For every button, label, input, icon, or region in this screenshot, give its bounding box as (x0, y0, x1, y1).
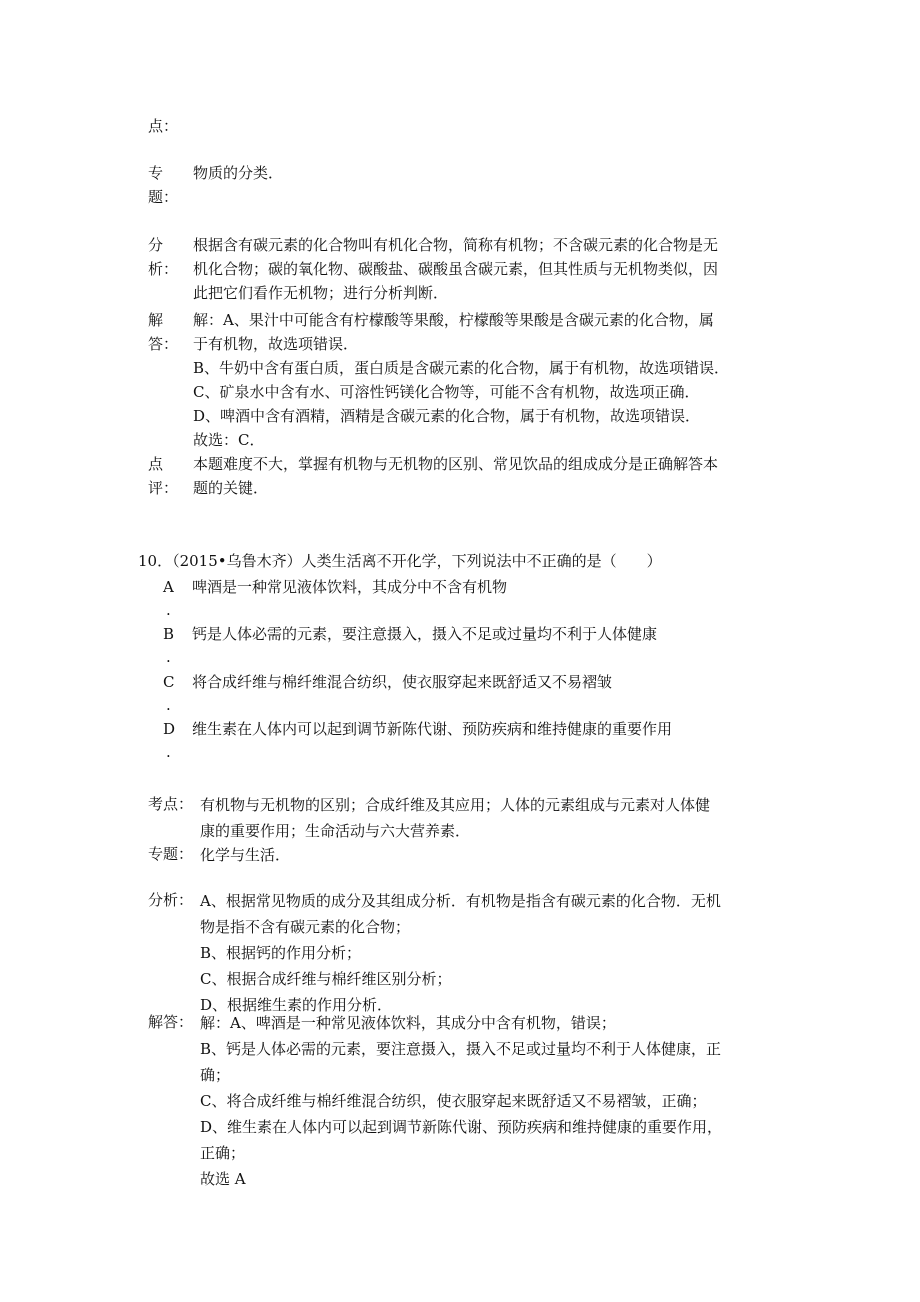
zhuanti-label: 专题： (148, 845, 194, 863)
kaodian-label: 考点： (148, 795, 194, 813)
fenxi-label: 分析： (148, 891, 194, 909)
question-stem: 10．（2015•乌鲁木齐）人类生活离不开化学，下列说法中不正确的是（ ） (138, 552, 662, 570)
zhuanti-text: 化学与生活． (200, 846, 291, 864)
prev-dianping-label: 点 评： (148, 455, 179, 497)
document-page: 点： 专 题： 物质的分类． 分 析： 根据含有碳元素的化合物叫有机化合物，简称有机物；不含碳元素的化合物是无 机化合物；碳的氧化物、碳酸盐、碳酸虽含碳元素，但其性质与无机物类似，因 此把它们看作无机物；进行分析判断． 解 答： 解：A、果汁中可能含有柠檬酸等果酸，柠檬酸等果酸是含碳元素的化合物，属 于有机物，故选项错误． B、牛奶中含有蛋白质，蛋白质是含碳元素的化合物，属于有机物，故选项错误． C、矿泉水中含有水、可溶性钙镁化合物等，可能不含有机物，故选项正确． D、啤酒中含有酒精，酒精是含碳元素的化合物，属于有机物，故选项错误． 故选：C． 点 评： 本题难度不大，掌握有机物与无机物的区别、常见饮品的组成成分是正确解答本 题的关键． 10．（2015•乌鲁木齐）人类生活离不开化学，下列说法中不正确的是（ ） A . 啤酒是一种常见液体饮料，其成分中不含有机物 B . 钙是人体必需的元素，要注意摄入，摄入不足或过量均不利于人体健康 C . 将合成纤维与棉纤维混合纺织，使衣服穿起来既舒适又不易褶皱 D . 维生素在人体内可以起到调节新陈代谢、预防疾病和维持健康的重要作用 考点： 有机物与无机物的区别；合成纤维及其应用；人体的元素组成与元素对人体健 康的重要作用；生命活动与六大营养素． 专题： 化学与生活． 分析： A、根据常见物质的成分及其组成分析．有机物是指含有碳元素的化合物．无机 物是指不含有碳元素的化合物； B、根据钙的作用分析； C、根据合成纤维与棉纤维区别分析； D、根据维生素的作用分析． 解答： 解：A、啤酒是一种常见液体饮料，其成分中含有机物，错误； B、钙是人体必需的元素，要注意摄入，摄入不足或过量均不利于人体健康，正 确； C、将合成纤维与棉纤维混合纺织，使衣服穿起来既舒适又不易褶皱，正确； D、维生素在人体内可以起到调节新陈代谢、预防疾病和维持健康的重要作用， 正确； 故选 A (0, 0, 920, 1302)
prev-jieda-label: 解 答： (148, 311, 179, 353)
prev-zhuanti-label: 专 题： (148, 164, 179, 206)
jieda-body: 解：A、啤酒是一种常见液体饮料，其成分中含有机物，错误； B、钙是人体必需的元素，要注意摄入，摄入不足或过量均不利于人体健康，正 确； C、将合成纤维与棉纤维混合纺织，使衣服穿起来既舒适又不易褶皱，正确； D、维生素在人体内可以起到调节新陈代谢、预防疾病和维持健康的重要作用， 正确； 故选 A (200, 1014, 723, 1188)
prev-fenxi-body: 根据含有碳元素的化合物叫有机化合物，简称有机物；不含碳元素的化合物是无 机化合物；碳的氧化物、碳酸盐、碳酸虽含碳元素，但其性质与无机物类似，因 此把它们看作无机物；进行分析判断． (193, 236, 719, 302)
fenxi-body: A、根据常见物质的成分及其组成分析．有机物是指含有碳元素的化合物．无机 物是指不含有碳元素的化合物； B、根据钙的作用分析； C、根据合成纤维与棉纤维区别分析； D、根据维生素的作用分析． (200, 892, 721, 1014)
prev-kaodian-label: 点： (148, 117, 179, 135)
prev-dianping-body: 本题难度不大，掌握有机物与无机物的区别、常见饮品的组成成分是正确解答本 题的关键． (193, 455, 719, 497)
prev-zhuanti-text: 物质的分类． (193, 164, 284, 182)
prev-fenxi-label: 分 析： (148, 236, 179, 278)
jieda-label: 解答： (148, 1013, 194, 1031)
kaodian-body: 有机物与无机物的区别；合成纤维及其应用；人体的元素组成与元素对人体健 康的重要作用；生命活动与六大营养素． (200, 796, 711, 840)
prev-jieda-body: 解：A、果汁中可能含有柠檬酸等果酸，柠檬酸等果酸是含碳元素的化合物，属 于有机物，故选项错误． B、牛奶中含有蛋白质，蛋白质是含碳元素的化合物，属于有机物，故选项错误． C、矿泉水中含有水、可溶性钙镁化合物等，可能不含有机物，故选项正确． D、啤酒中含有酒精，酒精是含碳元素的化合物，属于有机物，故选项错误． 故选：C． (193, 311, 730, 449)
